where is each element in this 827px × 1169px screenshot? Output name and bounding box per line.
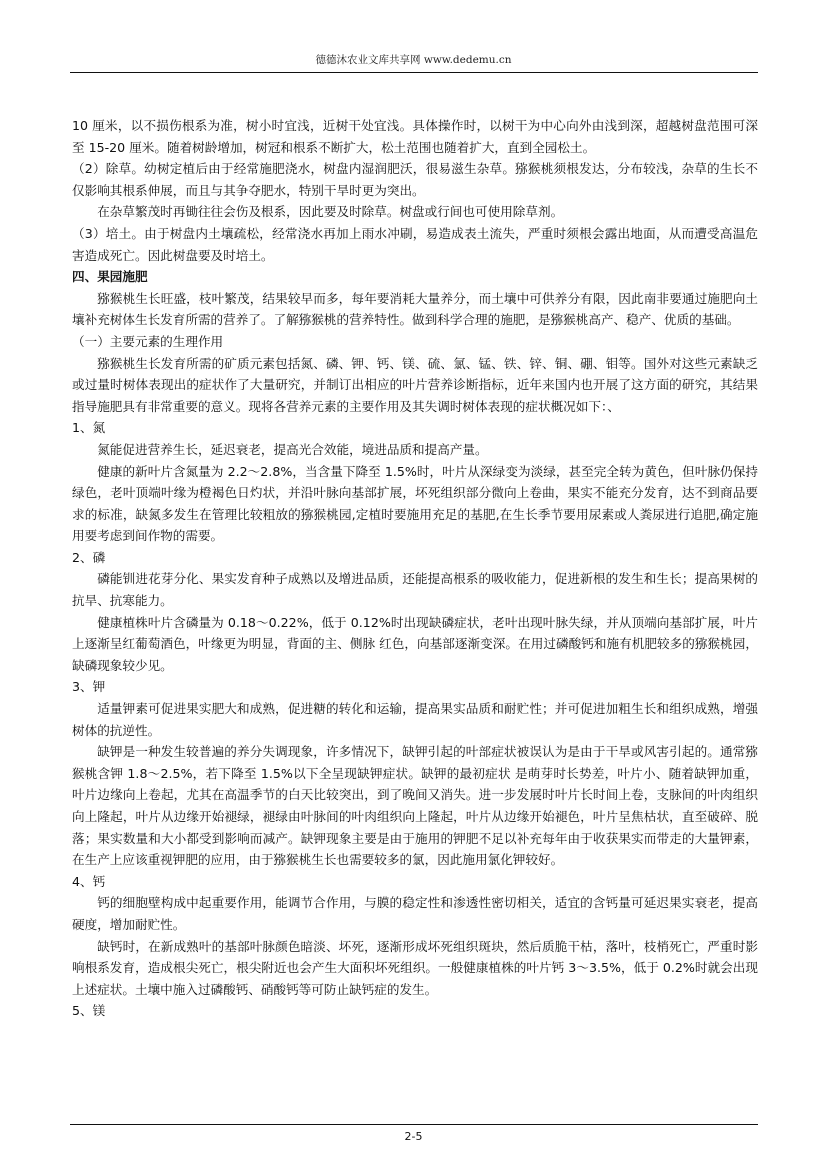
paragraph: 钙的细胞壁构成中起重要作用，能调节合作用，与膜的稳定性和渗透性密切相关，适宜的含钙量可延迟果实衰老，提高硬度，增加耐贮性。 (72, 895, 758, 932)
section-heading: 四、果园施肥 (72, 269, 148, 285)
page-number: 2-5 (404, 1130, 423, 1143)
paragraph: 3、钾 (72, 679, 106, 695)
paragraph: 4、钙 (72, 873, 106, 889)
paragraph: （一）主要元素的生理作用 (72, 333, 224, 349)
paragraph: 猕猴桃生长旺盛，枝叶繁茂，结果较早而多，每年要消耗大量养分，而土壤中可供养分有限，因此南非要通过施肥向土壤补充树体生长发育所需的营养了。了解猕猴桃的营养特性。做到科学合理的施肥，是猕猴桃高产、稳产、优质的基础。 (72, 290, 758, 328)
paragraph: 2、磷 (72, 549, 106, 565)
footer-divider (70, 1124, 758, 1125)
paragraph: 缺钙时，在新成熟叶的基部叶脉颜色暗淡、坏死，逐渐形成坏死组织斑块，然后质脆干枯，落叶，枝梢死亡，严重时影响根系发育，造成根尖死亡，根尖附近也会产生大面积坏死组织。一般健康植株的叶片钙 3～3.5%，低于 0.2%时就会出现上述症状。土壤中施入过磷酸钙、硝酸钙等可防止缺钙症的发生。 (72, 938, 758, 997)
paragraph: 猕猴桃生长发育所需的矿质元素包括氮、磷、钾、钙、镁、硫、氯、锰、铁、锌、铜、硼、钼等。国外对这些元素缺乏或过量时树体表现出的症状作了大量研究，并制订出相应的叶片营养诊断指标，近年来国内也开展了这方面的研究，其结果指导施肥具有非常重要的意义。现将各营养元素的主要作用及其失调时树体表现的症状概况如下：、 (72, 355, 758, 414)
paragraph: 10 厘米，以不损伤根系为准，树小时宜浅，近树干处宜浅。具体操作时，以树干为中心向外由浅到深，超越树盘范围可深至 15-20 厘米。随着树龄增加，树冠和根系不断扩大，松土范围也随着扩大，直到全园松土。 (72, 118, 758, 155)
header-divider (70, 72, 758, 73)
paragraph: 在杂草繁茂时再锄往往会伤及根系，因此要及时除草。树盘或行间也可使用除草剂。 (97, 204, 564, 220)
document-body (72, 115, 758, 1022)
paragraph: （3）培土。由于树盘内土壤疏松，经常浇水再加上雨水冲刷，易造成表土流失，严重时须根会露出地面，从而遭受高温危害造成死亡。因此树盘要及时培土。 (72, 225, 758, 263)
paragraph: 健康植株叶片含磷量为 0.18～0.22%，低于 0.12%时出现缺磷症状，老叶出现叶脉失绿，并从顶端向基部扩展，叶片上逐渐呈红葡萄酒色，叶缘更为明显，背面的主、侧脉 红色，向基部逐渐变深。在用过磷酸钙和施有机肥较多的猕猴桃园，缺磷现象较少见。 (72, 614, 758, 673)
page-header: 德德沐农业文库共享网 www.dedemu.cn (315, 54, 512, 66)
paragraph: 适量钾素可促进果实肥大和成熟，促进糖的转化和运输，提高果实品质和耐贮性；并可促进加粗生长和组织成熟，增强树体的抗逆性。 (72, 701, 758, 738)
paragraph: （2）除草。幼树定植后由于经常施肥浇水，树盘内湿润肥沃，很易滋生杂草。猕猴桃须根发达，分布较浅，杂草的生长不仅影响其根系伸展，而且与其争夺肥水，特别干旱时更为突出。 (72, 161, 758, 198)
paragraph: 磷能钏进花芽分化、果实发育种子成熟以及增进品质，还能提高根系的吸收能力，促进新根的发生和生长；提高果树的抗旱、抗寒能力。 (72, 571, 758, 609)
paragraph: 1、氮 (72, 420, 106, 436)
paragraph: 缺钾是一种发生较普遍的养分失调现象，许多情况下，缺钾引起的叶部症状被误认为是由于干旱或风害引起的。通常猕猴桃含钾 1.8～2.5%，若下降至 1.5%以下全呈现缺钾症状。缺钾的最初症状 是萌芽时长势差，叶片小、随着缺钾加重，叶片边缘向上卷起，尤其在高温季节的白天比较突出，到了晚间又消失。进一步发展时叶片长时间上卷，支脉间的叶肉组织向上隆起，叶片从边缘开始褪绿，褪绿由叶脉间的叶肉组织向上隆起，叶片从边缘开始褪色，叶片呈焦枯状，直至破碎、脱落；果实数量和大小都受到影响而减产。缺钾现象主要是由于施用的钾肥不足以补充每年由于收获果实而带走的大量钾素，在生产上应该重视钾肥的应用，由于猕猴桃生长也需要较多的氯，因此施用氯化钾较好。 (72, 744, 758, 868)
paragraph: 氮能促进营养生长，延迟衰老，提高光合效能，境进品质和提高产量。 (97, 441, 488, 457)
paragraph: 5、镁 (72, 1003, 106, 1019)
paragraph: 健康的新叶片含氮量为 2.2～2.8%，当含量下降至 1.5%时，叶片从深绿变为淡绿，甚至完全转为黄色，但叶脉仍保持绿色，老叶顶端叶缘为橙褐色日灼状，并沿叶脉向基部扩展，坏死组织部分微向上卷曲，果实不能充分发育，达不到商品要求的标准，缺氮多发生在管理比较粗放的猕猴桃园,定植时要施用充足的基肥,在生长季节要用尿素或人粪尿进行追肥,确定施用要考虑到间作物的需要。 (72, 463, 758, 544)
